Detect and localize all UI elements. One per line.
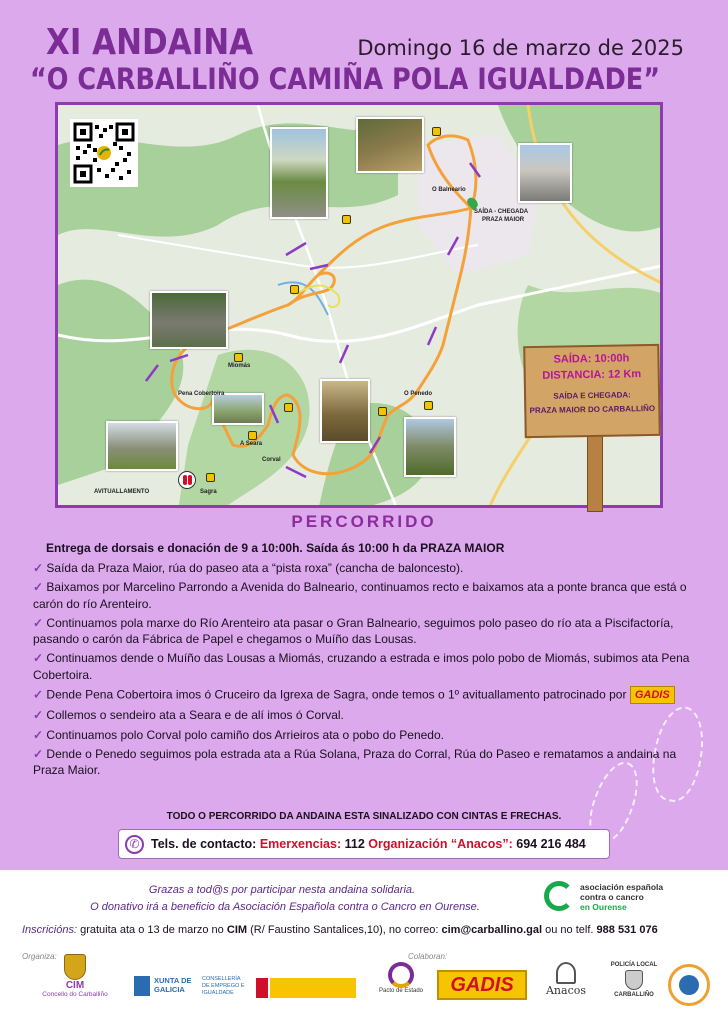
waypoint-pin	[248, 431, 257, 440]
policia-shield-icon	[625, 970, 643, 990]
anacos-figure-icon	[556, 962, 576, 984]
check-icon: ✓	[33, 561, 44, 575]
xunta-logo	[134, 974, 246, 1004]
info-sign	[523, 344, 661, 438]
photo-village	[404, 417, 456, 477]
phone-icon: ✆	[125, 835, 144, 854]
label-miomas: Miomás	[228, 363, 251, 369]
aecc-logo	[544, 881, 694, 917]
registration-address: (R/ Faustino Santalices,10), no correo:	[250, 924, 439, 936]
check-icon: ✓	[33, 651, 44, 666]
route-step-text: Saída da Praza Maior, rúa do paseo ata a “pista roxa” (cancha de baloncesto).	[46, 561, 464, 575]
check-icon: ✓	[33, 687, 44, 702]
waypoint-pin	[284, 403, 293, 412]
aecc-line-1: asociación española	[580, 882, 664, 892]
label-penedo: O Penedo	[404, 391, 433, 397]
contact-box	[118, 829, 610, 859]
registration-info	[22, 924, 658, 936]
sign-start-finish-label: SAÍDA E CHEGADA:	[553, 390, 631, 401]
route-step	[33, 650, 693, 683]
registration-label: Inscricións:	[22, 924, 78, 936]
registration-phone-label: ou no telf.	[545, 924, 594, 936]
organization-number[interactable]: 694 216 484	[516, 837, 586, 851]
photo-town	[518, 143, 572, 203]
qr-code[interactable]	[70, 119, 138, 187]
seal-star-icon	[679, 975, 699, 995]
emergency-number[interactable]: 112	[344, 837, 365, 851]
label-corval: Corval	[262, 457, 281, 463]
waypoint-pin	[378, 407, 387, 416]
aid-station-icon	[178, 471, 196, 489]
signage-note: TODO O PERCORRIDO DA ANDAINA ESTA SINALIZADO CON CINTAS E FRECHAS.	[166, 811, 562, 822]
route-step-text: Baixamos por Marcelino Parrondo a Avenida do Balneario, continuamos recto e baixamos ata a ponte branca que está o carón do río Arenteiro.	[33, 580, 687, 611]
registration-email[interactable]: cim@carballino.gal	[441, 924, 543, 936]
route-step	[33, 686, 693, 704]
poster-title: XI ANDAINA	[46, 22, 254, 63]
sign-post	[587, 430, 603, 512]
aecc-ring-icon	[544, 881, 574, 911]
waypoint-pin	[290, 285, 299, 294]
anacos-logo-text: Anacos	[545, 984, 586, 997]
registration-phone[interactable]: 988 531 076	[596, 924, 658, 936]
check-icon: ✓	[33, 615, 44, 630]
route-step-text: Dende o Penedo seguimos pola estrada ata a Rúa Solana, Praza do Corral, Rúa do Paseo e rematamos a andaina na Praza Maior.	[33, 746, 677, 778]
label-seara: A Seara	[240, 441, 263, 447]
ministry-logo	[256, 978, 356, 1000]
event-date: Domingo 16 de marzo de 2025	[357, 36, 684, 60]
xunta-logo-text: XUNTA DE GALICIA	[154, 976, 192, 994]
aecc-line-2: contra o cancro	[580, 892, 644, 902]
check-icon: ✓	[33, 727, 44, 742]
route-steps	[33, 560, 693, 782]
organization-label: Organización “Anacos”:	[368, 837, 513, 851]
sign-distance: DISTANCIA: 12 Km	[542, 368, 642, 382]
collaborators-label: Colaboran:	[408, 952, 448, 961]
gadis-logo	[437, 970, 527, 1000]
coat-of-arms-icon	[64, 954, 86, 980]
policia-logo-sub: CARBALLIÑO	[614, 992, 654, 998]
route-step	[33, 746, 693, 779]
thanks-line-1: Grazas a tod@s por participar nesta andaina solidaria.	[148, 884, 416, 896]
photo-bridge	[150, 291, 228, 349]
route-map	[55, 102, 663, 508]
contact-label: Tels. de contacto:	[151, 837, 257, 851]
waypoint-pin	[432, 127, 441, 136]
waypoint-pin	[206, 473, 215, 482]
poster-subtitle: “O CARBALLIÑO CAMIÑA POLA IGUALDADE”	[30, 62, 661, 96]
waypoint-pin	[234, 353, 243, 362]
route-step	[33, 560, 693, 576]
cim-logo-sub: Concello do Carballiño	[42, 991, 108, 998]
emergency-label: Emerxencias:	[259, 837, 342, 851]
waypoint-pin	[424, 401, 433, 410]
photo-park	[106, 421, 178, 471]
check-icon: ✓	[33, 708, 44, 723]
contact-text	[151, 837, 586, 851]
route-step	[33, 727, 693, 743]
pacto-ring-icon	[388, 962, 414, 988]
gadis-logo-text: GADIS	[450, 974, 514, 996]
route-step-text: Collemos o sendeiro ata a Seara e de alí imos ó Corval.	[46, 708, 344, 723]
route-step	[33, 579, 693, 612]
label-start2: PRAZA MAIOR	[482, 217, 525, 223]
gadis-inline-logo: GADIS	[630, 686, 675, 704]
label-pena: Pena Cobertoira	[178, 391, 225, 397]
route-step-text: Continuamos dende o Muíño das Lousas a Miomás, cruzando a estrada e imos polo pobo de Miomás, subimos ata Pena Cobertoira.	[33, 651, 690, 682]
xunta-emblem-icon	[134, 976, 150, 996]
sign-start-time: SAÍDA: 10:00h	[553, 352, 630, 366]
seal-logo	[668, 964, 710, 1006]
registration-text: gratuita ata o 13 de marzo no	[80, 924, 224, 936]
label-avituallamento: AVITUALLAMENTO	[94, 489, 150, 495]
photo-forest-path	[356, 117, 424, 173]
label-sagra: Sagra	[200, 489, 217, 495]
thanks-line-2: O donativo irá a beneficio da Asociación Española contra o Cancro en Ourense.	[90, 901, 480, 913]
photo-road	[270, 127, 328, 219]
registration-cim: CIM	[226, 924, 248, 936]
label-start: SAÍDA - CHEGADA	[474, 209, 529, 215]
policia-logo-text: POLICÍA LOCAL	[610, 962, 658, 968]
waypoint-pin	[342, 215, 351, 224]
photo-woods	[320, 379, 370, 443]
check-icon: ✓	[33, 746, 44, 761]
pacto-estado-logo	[376, 962, 426, 1012]
route-step-text: Continuamos pola marxe do Río Arenteiro ata pasar o Gran Balneario, seguimos polo paseo do río ata a Piscifactoría, pasando o carón da Fábrica de Papel e chegamos o Muíño das Lousas.	[33, 615, 674, 647]
photo-lookout	[212, 393, 264, 425]
aecc-line-3: en Ourense	[580, 902, 627, 912]
route-section-title: PERCORRIDO	[291, 512, 437, 531]
label-balneario: O Balneario	[432, 187, 466, 193]
pacto-logo-text: Pacto de Estado	[378, 988, 424, 994]
policia-local-logo	[604, 962, 664, 1012]
check-icon: ✓	[33, 580, 44, 595]
route-step-text: Continuamos polo Corval polo camiño dos Arrieiros ata o pobo do Penedo.	[46, 727, 444, 742]
route-step	[33, 615, 693, 648]
cim-logo-text: CIM	[65, 980, 85, 991]
route-step-text: Dende Pena Cobertoira imos ó Cruceiro da Igrexa de Sagra, onde temos o 1º avituallamento patrocinado por	[46, 687, 627, 702]
route-step	[33, 707, 693, 723]
cim-logo	[40, 954, 110, 1014]
conselleria-logo-text: CONSELLERÍA DE EMPREGO E IGUALDADE	[202, 976, 245, 996]
anacos-logo	[534, 962, 598, 1012]
route-intro: Entrega de dorsais e donación de 9 a 10:00h. Saída ás 10:00 h da PRAZA MAIOR	[46, 541, 505, 555]
organizer-label: Organiza:	[22, 952, 57, 961]
sign-start-finish-place: PRAZA MAIOR DO CARBALLIÑO	[529, 403, 656, 416]
